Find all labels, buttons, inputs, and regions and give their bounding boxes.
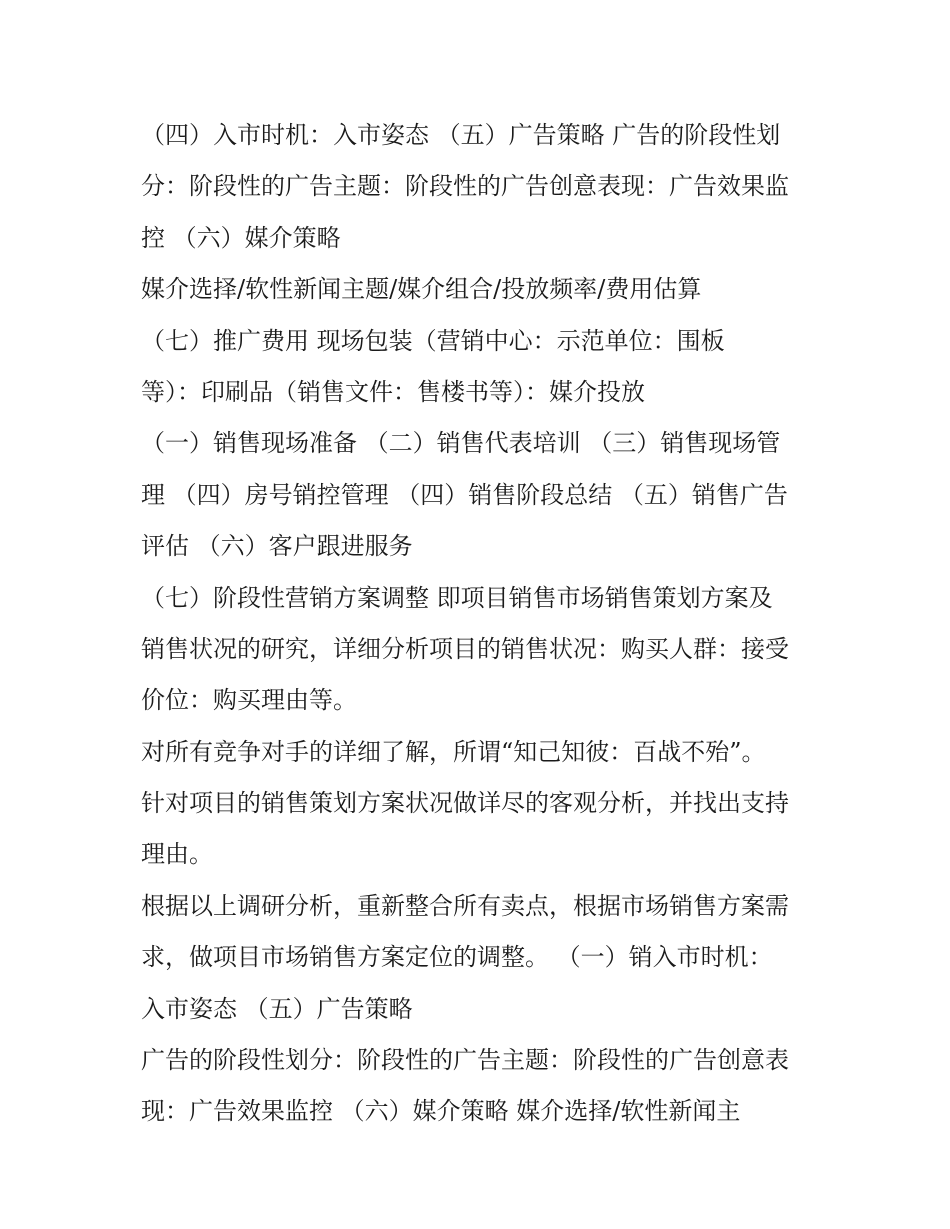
text-line: 评估 （六）客户跟进服务 [141,532,413,561]
text-line: 理 （四）房号销控管理 （四）销售阶段总结 （五）销售广告 [141,480,788,509]
text-line: 针对项目的销售策划方案状况做详尽的客观分析，并找出支持 [141,789,789,818]
text-line: 媒介选择/软性新闻主题/媒介组合/投放频率/费用估算 [141,275,702,304]
text-line: （四）入市时机：入市姿态 （五）广告策略 广告的阶段性划 [141,121,781,149]
text-line: 控 （六）媒介策略 [141,223,341,252]
text-line: 求，做项目市场销售方案定位的调整。 （一）销入市时机： [141,943,773,972]
text-line: （七）阶段性营销方案调整 即项目销售市场销售策划方案及 [141,583,773,612]
text-line: 价位：购买理由等。 [141,686,357,715]
text-line: 理由。 [141,840,213,869]
text-line: 根据以上调研分析，重新整合所有卖点，根据市场销售方案需 [141,891,789,920]
text-line: （七）推广费用 现场包装（营销中心：示范单位：围板 [141,326,725,355]
text-line: 现：广告效果监控 （六）媒介策略 媒介选择/软性新闻主 [141,1097,741,1126]
text-line: 销售状况的研究，详细分析项目的销售状况：购买人群：接受 [141,634,789,663]
text-line: 等）：印刷品（销售文件：售楼书等）：媒介投放 [141,377,645,406]
text-line: 对所有竞争对手的详细了解，所谓“知己知彼：百战不殆”。 [141,737,766,766]
text-line: （一）销售现场准备 （二）销售代表培训 （三）销售现场管 [141,429,781,458]
text-line: 广告的阶段性划分：阶段性的广告主题：阶段性的广告创意表 [141,1046,789,1075]
text-line: 分：阶段性的广告主题：阶段性的广告创意表现：广告效果监 [141,172,789,201]
text-line: 入市姿态 （五）广告策略 [141,994,413,1023]
document-body [141,110,821,1138]
